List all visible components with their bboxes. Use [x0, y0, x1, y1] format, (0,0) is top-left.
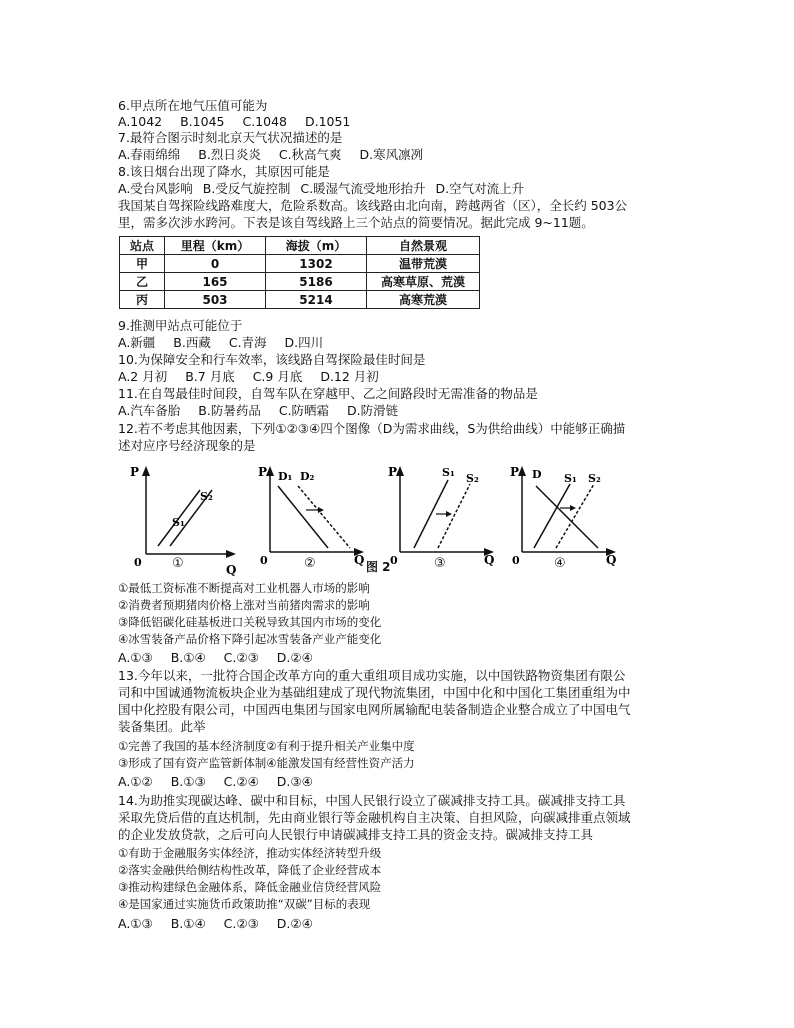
origin-label: 0	[260, 554, 268, 567]
q9-option-b: B.西藏	[173, 335, 211, 350]
q12-statement: ①最低工资标准不断提高对工业机器人市场的影响	[118, 581, 370, 595]
q7-option-b: B.烈日炎炎	[198, 147, 261, 162]
q13-stem-line-1: 13.今年以来，一批符合国企改革方向的重大重组项目成功实施，以中国铁路物资集团有限公	[118, 668, 626, 683]
table-header: 自然景观	[367, 237, 480, 255]
q9-stem: 9.推测甲站点可能位于	[118, 318, 243, 333]
curve-label-s1: S₁	[564, 472, 577, 485]
q14-option-b: B.①④	[170, 916, 206, 931]
table-cell: 503	[165, 291, 266, 309]
q8-option-b: B.受反气旋控制	[202, 181, 291, 196]
q6-stem: 6.甲点所在地气压值可能为	[118, 98, 268, 113]
axis-p-label: P	[258, 465, 268, 479]
table-header: 海拔（m）	[266, 237, 367, 255]
q14-stem-line-2: 采取先贷后借的直达机制，先由商业银行等金融机构自主决策、自担风险，向碳减排重点领域	[118, 810, 631, 825]
table-cell: 5214	[266, 291, 367, 309]
graph-number: ④	[554, 556, 566, 571]
q12-option-d: D.②④	[276, 650, 313, 665]
intro-line-2: 里，需多次涉水跨河。下表是该自驾线路上三个站点的简要情况。据此完成 9~11题。	[118, 215, 594, 230]
demand-curve-d1	[278, 486, 328, 548]
q11-option-d: D.防滑链	[347, 403, 399, 418]
q11-option-c: C.防晒霜	[278, 403, 330, 418]
q13-stem-line-3: 国中化控股有限公司，中国西电集团与国家电网所属输配电装备制造企业整合成立了中国电气	[118, 702, 631, 717]
q7-options	[118, 147, 437, 162]
curve-label-s2: S₂	[588, 472, 601, 485]
origin-label: 0	[390, 554, 398, 567]
q9-option-d: D.四川	[284, 335, 324, 350]
q14-option-a: A.①③	[118, 916, 153, 931]
demand-curve-d2	[298, 486, 350, 548]
axis-q-label: Q	[484, 553, 495, 567]
q13-statement: ③形成了国有资产监管新体制④能激发国有经营性资产活力	[118, 756, 415, 770]
supply-demand-graph-3	[388, 464, 500, 580]
q13-option-c: C.②④	[223, 774, 259, 789]
q9-option-a: A.新疆	[118, 335, 156, 350]
q13-options	[118, 774, 327, 789]
origin-label: 0	[512, 554, 520, 567]
curve-label-d: D	[532, 468, 542, 481]
supply-demand-graph-1	[128, 464, 240, 580]
q10-options	[118, 369, 393, 384]
table-cell: 0	[165, 255, 266, 273]
q14-option-c: C.②③	[223, 916, 259, 931]
curve-label-s2: S₂	[200, 490, 213, 503]
table-cell: 1302	[266, 255, 367, 273]
q7-option-d: D.寒风凛冽	[359, 147, 424, 162]
q14-option-d: D.②④	[276, 916, 313, 931]
q7-stem: 7.最符合图示时刻北京天气状况描述的是	[118, 130, 343, 145]
table-cell: 丙	[120, 291, 165, 309]
q14-stem-line-1: 14.为助推实现碳达峰、碳中和目标，中国人民银行设立了碳减排支持工具。碳减排支持工具	[118, 793, 626, 808]
q12-statement: ③降低铝碳化硅基板进口关税导致其国内市场的变化	[118, 615, 382, 629]
q10-option-c: C.9 月底	[252, 369, 303, 384]
table-cell: 乙	[120, 273, 165, 291]
q6-option-d: D.1051	[304, 114, 351, 129]
graph-number: ②	[304, 556, 316, 571]
q12-option-b: B.①④	[170, 650, 206, 665]
table-header-row	[120, 237, 480, 255]
table-cell: 温带荒漠	[367, 255, 480, 273]
graph-number: ③	[434, 556, 446, 571]
axis-q-label: Q	[226, 563, 237, 576]
supply-demand-graph-2	[258, 464, 370, 580]
table-row	[120, 255, 480, 273]
q10-option-d: D.12 月初	[320, 369, 379, 384]
q14-statement: ①有助于金融服务实体经济，推动实体经济转型升级	[118, 846, 382, 860]
q13-option-a: A.①②	[118, 774, 153, 789]
graph-number: ①	[172, 556, 184, 571]
q12-option-a: A.①③	[118, 650, 153, 665]
q13-statement: ①完善了我国的基本经济制度②有利于提升相关产业集中度	[118, 739, 415, 753]
intro-line-1: 我国某自驾探险线路难度大，危险系数高。该线路由北向南，跨越两省（区），全长约 503公	[118, 198, 628, 213]
supply-curve-s2	[438, 484, 470, 548]
q12-statement: ④冰雪装备产品价格下降引起冰雪装备产业产能变化	[118, 632, 382, 646]
q11-option-a: A.汽车备胎	[118, 403, 181, 418]
q12-options	[118, 650, 327, 665]
table-cell: 高寒荒漠	[367, 291, 480, 309]
curve-label-s2: S₂	[466, 472, 479, 485]
q12-stem-line-1: 12.若不考虑其他因素，下列①②③④四个图像（D为需求曲线，S为供给曲线）中能够正确描	[118, 421, 626, 436]
q13-stem-line-4: 装备集团。此举	[118, 719, 206, 734]
curve-label-d2: D₂	[300, 470, 315, 483]
q12-stem-line-2: 述对应序号经济现象的是	[118, 438, 256, 453]
table-row	[120, 273, 480, 291]
axis-q-label: Q	[354, 553, 365, 567]
supply-demand-graph-4	[510, 464, 622, 580]
q13-option-d: D.③④	[276, 774, 313, 789]
axis-q-label: Q	[606, 553, 617, 567]
table-cell: 高寒草原、荒漠	[367, 273, 480, 291]
q9-option-c: C.青海	[228, 335, 267, 350]
supply-curve-s1	[534, 484, 570, 548]
demand-curve-d	[536, 486, 598, 548]
q14-statement: ③推动构建绿色金融体系，降低金融业信贷经营风险	[118, 880, 382, 894]
table-header: 站点	[120, 237, 165, 255]
q6-option-c: C.1048	[242, 114, 287, 129]
table-header: 里程（km）	[165, 237, 266, 255]
q14-stem-line-3: 的企业发放贷款，之后可向人民银行申请碳减排支持工具的资金支持。碳减排支持工具	[118, 827, 594, 842]
q12-statement: ②消费者预期猪肉价格上涨对当前猪肉需求的影响	[118, 598, 370, 612]
q8-options	[118, 181, 538, 196]
q11-option-b: B.防暑药品	[198, 403, 261, 418]
q6-option-a: A.1042	[118, 114, 163, 129]
q11-stem: 11.在自驾最佳时间段，自驾车队在穿越甲、乙之间路段时无需准备的物品是	[118, 386, 538, 401]
station-table	[119, 236, 480, 309]
q8-option-c: C.暖湿气流受地形抬升	[300, 181, 426, 196]
q8-stem: 8.该日烟台出现了降水，其原因可能是	[118, 164, 330, 179]
table-cell: 甲	[120, 255, 165, 273]
q12-option-c: C.②③	[223, 650, 259, 665]
q6-option-b: B.1045	[180, 114, 225, 129]
q14-statement: ④是国家通过实施货币政策助推“双碳”目标的表现	[118, 897, 371, 911]
figure-caption: 图 2	[366, 560, 391, 574]
q6-options	[118, 114, 364, 129]
q11-options	[118, 403, 412, 418]
curve-label-s1: S₁	[172, 516, 185, 529]
table-row	[120, 291, 480, 309]
q13-stem-line-2: 司和中国诚通物流板块企业为基础组建成了现代物流集团，中国中化和中国化工集团重组为中	[118, 685, 631, 700]
q14-options	[118, 916, 327, 931]
curve-label-d1: D₁	[278, 470, 293, 483]
axis-p-label: P	[510, 465, 520, 479]
table-cell: 5186	[266, 273, 367, 291]
q8-option-a: A.受台风影响	[118, 181, 193, 196]
q7-option-a: A.春雨绵绵	[118, 147, 181, 162]
q9-options	[118, 335, 337, 350]
q7-option-c: C.秋高气爽	[278, 147, 342, 162]
q14-statement: ②落实金融供给侧结构性改革，降低了企业经营成本	[118, 863, 382, 877]
q10-option-b: B.7 月底	[185, 369, 235, 384]
table-cell: 165	[165, 273, 266, 291]
axis-p-label: P	[130, 465, 140, 479]
q8-option-d: D.空气对流上升	[435, 181, 525, 196]
curve-label-s1: S₁	[442, 466, 455, 479]
q10-stem: 10.为保障安全和行车效率，该线路自驾探险最佳时间是	[118, 352, 426, 367]
q13-option-b: B.①③	[170, 774, 206, 789]
q10-option-a: A.2 月初	[118, 369, 168, 384]
axis-p-label: P	[388, 465, 398, 479]
origin-label: 0	[134, 556, 142, 569]
